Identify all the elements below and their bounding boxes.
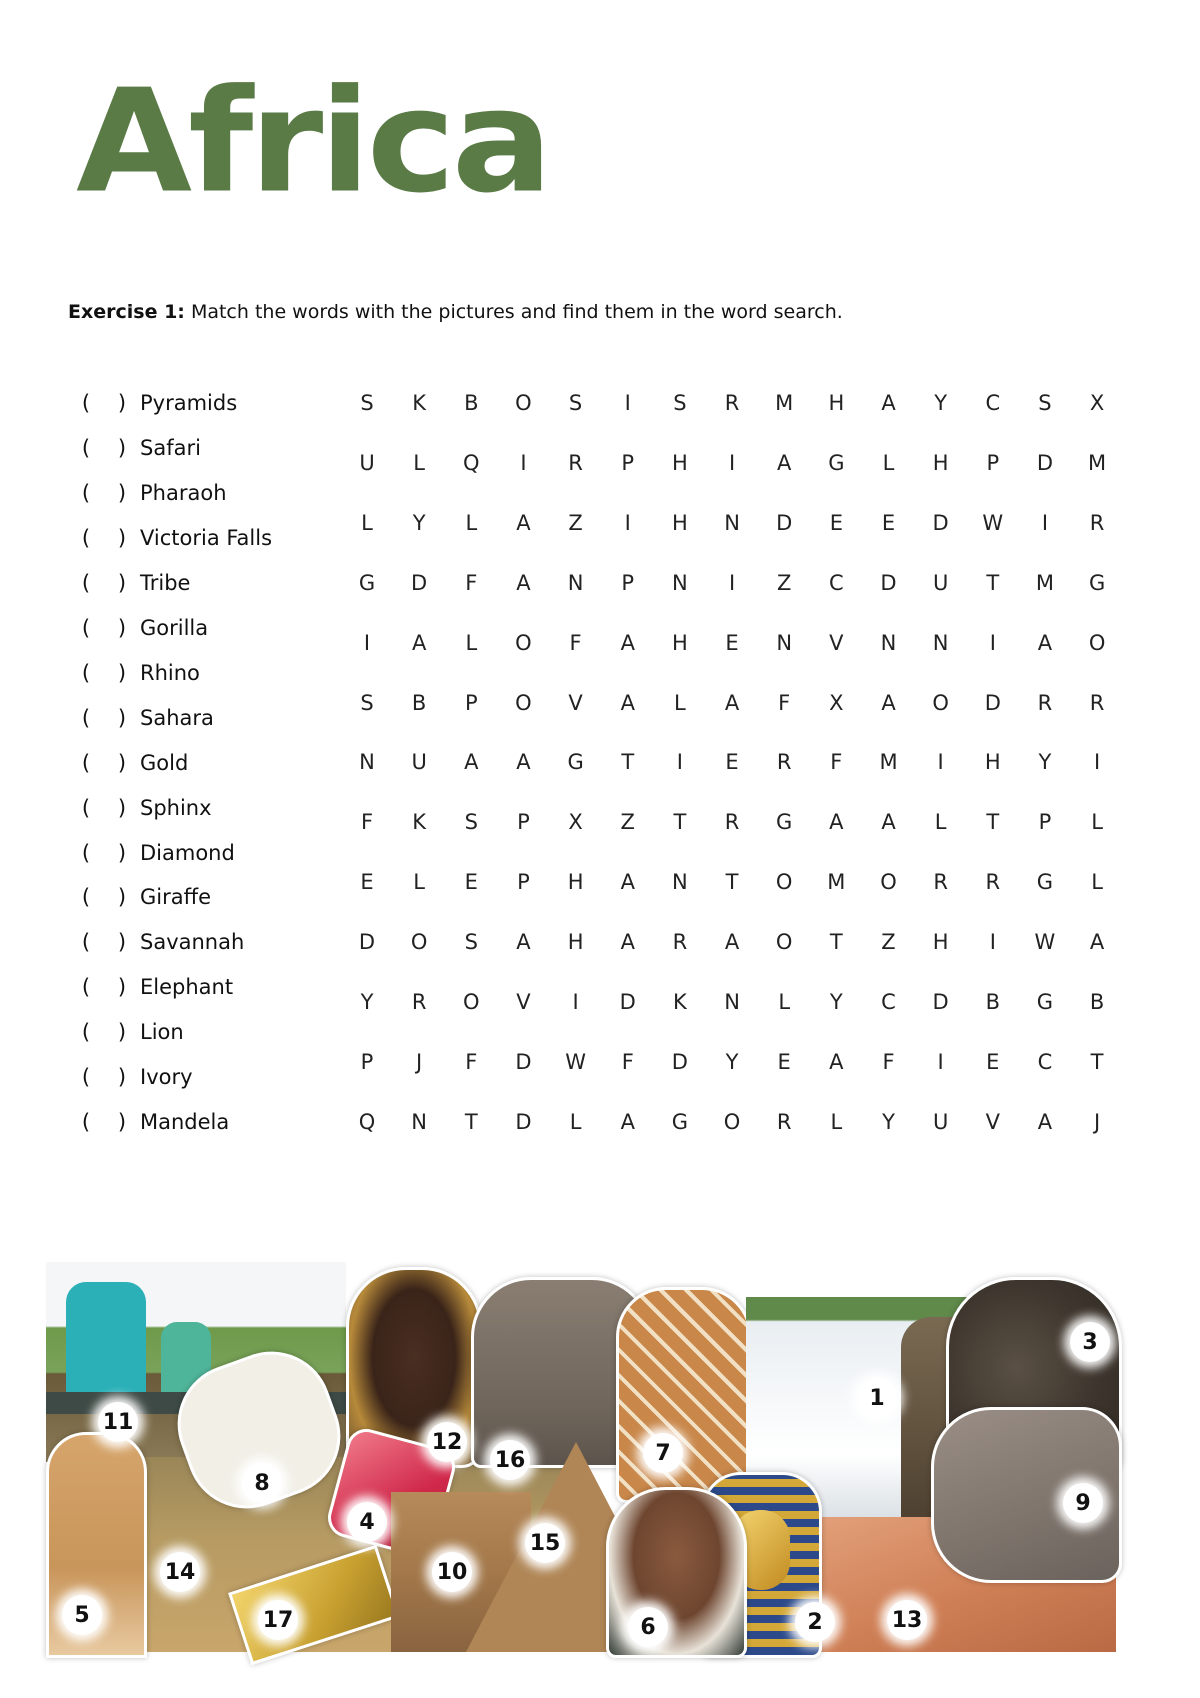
picture-number-badge: 5 xyxy=(62,1595,102,1635)
word-list-item xyxy=(0,1107,340,1137)
word-search-letter[interactable]: I xyxy=(572,990,579,1014)
word-search-letter[interactable]: S xyxy=(568,391,583,415)
word-search-letter[interactable]: A xyxy=(620,690,635,715)
word-search-letter[interactable]: D xyxy=(671,1049,688,1074)
word-search-letter[interactable]: M xyxy=(1088,450,1107,475)
word-search-letter[interactable]: W xyxy=(1034,930,1056,955)
picture-number-badge: 3 xyxy=(1070,1322,1110,1362)
answer-bracket-close: ) xyxy=(117,480,127,505)
word-search-letter[interactable]: R xyxy=(568,450,583,475)
word-search-letter[interactable]: Z xyxy=(881,930,896,955)
word-search-letter[interactable]: Y xyxy=(882,1109,895,1134)
answer-bracket-open: ( xyxy=(81,975,91,1000)
word-search-letter[interactable]: D xyxy=(880,570,897,595)
word-search-letter[interactable]: A xyxy=(724,930,740,955)
word-search-letter[interactable]: D xyxy=(619,990,636,1014)
word-search-letter[interactable]: S xyxy=(464,810,478,835)
word-search-letter[interactable]: L xyxy=(778,990,791,1014)
word-search-letter[interactable]: R xyxy=(985,870,1001,895)
word-search-letter[interactable]: M xyxy=(879,750,898,775)
word-search-letter[interactable]: J xyxy=(1093,1109,1101,1134)
word-search-letter[interactable]: G xyxy=(671,1109,689,1134)
word-search-letter[interactable]: G xyxy=(1088,570,1106,595)
answer-bracket-close: ) xyxy=(117,1110,127,1135)
word-search-letter[interactable]: D xyxy=(515,1049,532,1074)
picture-number-badge: 6 xyxy=(628,1607,668,1647)
word-search-letter[interactable]: A xyxy=(516,750,531,775)
word-search-letter[interactable]: O xyxy=(932,690,949,715)
word-search-letter[interactable]: T xyxy=(986,810,1000,835)
word-search-letter[interactable]: D xyxy=(411,570,428,595)
word-label: Giraffe xyxy=(140,885,211,910)
word-search-letter[interactable]: P xyxy=(464,690,478,715)
answer-bracket-open: ( xyxy=(81,391,91,415)
word-list-item xyxy=(0,748,340,778)
word-search-letter[interactable]: S xyxy=(1038,391,1052,415)
word-label: Tribe xyxy=(140,570,191,595)
answer-bracket-close: ) xyxy=(117,705,127,730)
picture-number-badge: 10 xyxy=(432,1552,472,1592)
picture-number-badge: 11 xyxy=(98,1402,138,1442)
word-search-letter[interactable]: D xyxy=(932,990,949,1014)
word-search-letter[interactable]: N xyxy=(880,630,897,655)
word-search-letter[interactable]: R xyxy=(776,1109,792,1134)
picture-number-badge: 13 xyxy=(887,1600,927,1640)
word-search-letter[interactable]: G xyxy=(776,810,793,835)
picture-number-badge: 12 xyxy=(427,1422,467,1462)
answer-bracket-close: ) xyxy=(117,615,127,640)
word-label: Sphinx xyxy=(140,795,212,820)
word-search-letter[interactable]: A xyxy=(724,690,740,715)
word-search-letter[interactable]: T xyxy=(829,930,843,955)
word-search-letter[interactable]: C xyxy=(881,990,896,1014)
answer-bracket-open: ( xyxy=(81,660,91,685)
exercise-instructions xyxy=(68,300,843,324)
answer-bracket-open: ( xyxy=(81,750,91,775)
word-search-letter[interactable]: E xyxy=(881,510,896,535)
word-search-letter[interactable]: R xyxy=(411,990,427,1014)
word-search-letter[interactable]: F xyxy=(882,1049,895,1074)
word-search-letter[interactable]: S xyxy=(360,391,374,415)
word-search-letter[interactable]: R xyxy=(672,930,688,955)
word-list-item xyxy=(0,972,340,1002)
word-label: Safari xyxy=(140,435,201,460)
word-search-letter[interactable]: L xyxy=(1091,810,1103,835)
word-search-letter[interactable]: N xyxy=(932,630,949,655)
word-search-letter[interactable]: O xyxy=(880,870,897,895)
word-search-letter[interactable]: A xyxy=(881,690,896,715)
word-label: Pharaoh xyxy=(140,480,227,505)
word-search-letter[interactable]: A xyxy=(620,1109,635,1134)
word-list-item xyxy=(0,838,340,868)
word-search-letter[interactable]: L xyxy=(934,810,947,835)
word-search-letter[interactable]: L xyxy=(413,870,425,895)
picture-number-badge: 15 xyxy=(525,1523,565,1563)
word-search-letter[interactable]: K xyxy=(673,990,687,1014)
word-search-letter[interactable]: I xyxy=(937,750,944,775)
word-search-letter[interactable]: N xyxy=(724,990,740,1014)
word-search-letter[interactable]: I xyxy=(520,450,527,475)
word-search-letter[interactable]: N xyxy=(567,570,584,595)
word-search-letter[interactable]: K xyxy=(412,391,427,415)
word-search-letter[interactable]: X xyxy=(568,810,583,835)
picture-number-badge: 4 xyxy=(347,1502,387,1542)
word-search-letter[interactable]: K xyxy=(412,810,427,835)
picture-number-badge: 1 xyxy=(857,1378,897,1418)
word-search-letter[interactable]: L xyxy=(465,630,478,655)
word-search-letter[interactable]: P xyxy=(621,450,635,475)
word-search-letter[interactable]: R xyxy=(724,391,740,415)
word-search-letter[interactable]: A xyxy=(829,1049,844,1074)
word-search-letter[interactable]: Y xyxy=(934,391,948,415)
word-search-letter[interactable]: S xyxy=(464,930,478,955)
word-search-letter[interactable]: I xyxy=(1041,510,1049,535)
word-search-letter[interactable]: T xyxy=(986,570,1000,595)
word-search-letter[interactable]: R xyxy=(776,750,792,775)
word-search-letter[interactable]: Z xyxy=(568,510,583,535)
word-search-letter[interactable]: L xyxy=(882,450,895,475)
word-list-item xyxy=(0,793,340,823)
word-search-letter[interactable]: E xyxy=(777,1049,791,1074)
word-search-letter[interactable]: O xyxy=(1088,630,1106,655)
word-search-letter[interactable]: E xyxy=(829,510,843,535)
word-search-letter[interactable]: P xyxy=(621,570,635,595)
answer-bracket-close: ) xyxy=(117,1020,127,1045)
word-list-item xyxy=(0,568,340,598)
word-search-letter[interactable]: O xyxy=(775,870,793,895)
word-search-letter[interactable]: A xyxy=(1089,930,1105,955)
word-search-letter[interactable]: Y xyxy=(1038,750,1052,775)
word-search-letter[interactable]: U xyxy=(932,1109,949,1134)
word-list-item xyxy=(0,523,340,553)
word-search-letter[interactable]: H xyxy=(932,930,949,955)
word-search-letter[interactable]: N xyxy=(724,510,740,535)
word-search-letter[interactable]: T xyxy=(621,750,635,775)
answer-bracket-open: ( xyxy=(81,480,91,505)
word-label: Elephant xyxy=(140,975,234,1000)
word-list-item xyxy=(0,1017,340,1047)
word-search-letter[interactable]: E xyxy=(986,1049,1000,1074)
word-search-letter[interactable]: I xyxy=(624,510,631,535)
word-search-letter[interactable]: F xyxy=(778,690,791,715)
picture-number-badge: 7 xyxy=(643,1433,683,1473)
word-search-letter[interactable]: A xyxy=(777,450,792,475)
word-search-letter[interactable]: P xyxy=(986,450,1000,475)
word-search-letter[interactable]: A xyxy=(620,930,635,955)
word-list-item xyxy=(0,433,340,463)
word-search-letter[interactable]: B xyxy=(411,690,427,715)
word-search-letter[interactable]: U xyxy=(932,570,949,595)
word-search-letter[interactable]: Y xyxy=(360,990,374,1014)
word-search-letter[interactable]: W xyxy=(982,510,1004,535)
answer-bracket-close: ) xyxy=(117,840,127,865)
word-search-letter[interactable]: O xyxy=(515,690,532,715)
word-search-letter[interactable]: F xyxy=(621,1049,634,1074)
word-label: Rhino xyxy=(140,660,200,685)
word-list-item xyxy=(0,1062,340,1092)
word-search-letter[interactable]: F xyxy=(360,810,374,835)
word-search-letter[interactable]: U xyxy=(411,750,427,775)
word-search-letter[interactable]: O xyxy=(463,990,480,1014)
answer-bracket-open: ( xyxy=(81,435,91,460)
word-search-letter[interactable]: L xyxy=(465,510,478,535)
word-list-item xyxy=(0,613,340,643)
word-search-letter[interactable]: N xyxy=(672,570,688,595)
word-search-letter[interactable]: V xyxy=(568,690,583,715)
word-search-letter[interactable]: A xyxy=(620,630,635,655)
answer-bracket-open: ( xyxy=(81,615,91,640)
word-search-letter[interactable]: A xyxy=(516,510,531,535)
word-search-letter[interactable]: V xyxy=(985,1109,1000,1134)
word-search-letter[interactable]: R xyxy=(1089,690,1105,715)
word-search-letter[interactable]: C xyxy=(1037,1049,1053,1074)
word-search-letter[interactable]: R xyxy=(933,870,948,895)
word-search-letter[interactable]: E xyxy=(464,870,478,895)
word-search-letter[interactable]: M xyxy=(775,391,794,415)
word-search-letter[interactable]: S xyxy=(360,690,374,715)
word-search-letter[interactable]: L xyxy=(674,690,686,715)
word-search-letter[interactable]: H xyxy=(932,450,949,475)
word-search-letter[interactable]: F xyxy=(569,630,582,655)
word-search-letter[interactable]: Y xyxy=(412,510,426,535)
word-search-letter[interactable]: Q xyxy=(463,450,480,475)
word-search-letter[interactable]: L xyxy=(569,1109,582,1134)
answer-bracket-close: ) xyxy=(117,975,127,1000)
word-search-letter[interactable]: F xyxy=(465,570,478,595)
word-search-letter[interactable]: Y xyxy=(725,1049,739,1074)
word-search-letter[interactable]: T xyxy=(1090,1049,1104,1074)
word-search-letter[interactable]: E xyxy=(360,870,374,895)
word-search-letter[interactable]: T xyxy=(464,1109,478,1134)
word-search-letter[interactable]: C xyxy=(829,570,844,595)
word-search-letter[interactable]: U xyxy=(359,450,375,475)
word-search-letter[interactable]: H xyxy=(671,450,688,475)
word-search-letter[interactable]: P xyxy=(360,1049,374,1074)
exercise-label: Exercise 1: xyxy=(68,301,185,323)
word-search-letter[interactable]: W xyxy=(565,1049,586,1074)
answer-bracket-open: ( xyxy=(81,570,91,595)
word-search-letter[interactable]: I xyxy=(989,630,996,655)
word-list-item xyxy=(0,478,340,508)
picture-number-badge: 16 xyxy=(490,1440,530,1480)
answer-bracket-close: ) xyxy=(117,930,127,955)
word-search-letter[interactable]: B xyxy=(464,391,479,415)
word-search-letter[interactable]: A xyxy=(881,391,896,415)
word-label: Savannah xyxy=(140,930,245,955)
answer-bracket-close: ) xyxy=(117,525,127,550)
word-search-letter[interactable]: X xyxy=(829,690,844,715)
word-label: Sahara xyxy=(140,705,214,730)
word-label: Lion xyxy=(140,1020,184,1045)
picture-mandela xyxy=(606,1487,747,1658)
picture-number-badge: 8 xyxy=(242,1463,282,1503)
word-list-item xyxy=(0,703,340,733)
word-search-letter[interactable]: H xyxy=(828,391,845,415)
word-search-letter[interactable]: D xyxy=(515,1109,532,1134)
answer-bracket-close: ) xyxy=(117,885,127,910)
word-search-letter[interactable]: O xyxy=(410,930,428,955)
word-label: Mandela xyxy=(140,1110,230,1135)
word-search-letter[interactable]: A xyxy=(1037,630,1053,655)
word-label: Diamond xyxy=(140,840,235,865)
word-search-letter[interactable]: O xyxy=(723,1109,741,1134)
exercise-text: Match the words with the pictures and find them in the word search. xyxy=(184,301,843,323)
word-search-letter[interactable]: A xyxy=(411,630,427,655)
word-search-letter[interactable]: D xyxy=(932,510,949,535)
word-list-item xyxy=(0,388,340,418)
word-search-letter[interactable]: T xyxy=(725,870,739,895)
word-search-letter[interactable]: I xyxy=(937,1049,944,1074)
picture-number-badge: 17 xyxy=(258,1600,298,1640)
word-search-letter[interactable]: H xyxy=(671,630,688,655)
word-search-letter[interactable]: D xyxy=(776,510,793,535)
word-search-letter[interactable]: L xyxy=(1091,870,1103,895)
word-search-letter[interactable]: Z xyxy=(620,810,635,835)
word-search-letter[interactable]: N xyxy=(359,750,375,775)
word-search-letter[interactable]: O xyxy=(515,391,532,415)
answer-bracket-close: ) xyxy=(117,795,127,820)
answer-bracket-open: ( xyxy=(81,930,91,955)
word-search-letter[interactable]: R xyxy=(1089,510,1105,535)
word-search-letter[interactable]: A xyxy=(620,870,635,895)
word-search-letter[interactable]: G xyxy=(567,750,584,775)
word-search-letter[interactable]: S xyxy=(673,391,687,415)
word-search-letter[interactable]: I xyxy=(624,391,631,415)
word-label: Gorilla xyxy=(140,615,209,640)
word-search-letter[interactable]: I xyxy=(1093,750,1101,775)
word-search-letter[interactable]: M xyxy=(827,870,846,895)
word-search-letter[interactable]: I xyxy=(989,930,996,955)
word-search-letter[interactable]: A xyxy=(1037,1109,1053,1134)
word-search-letter[interactable]: V xyxy=(516,990,531,1014)
word-search-letter[interactable]: E xyxy=(725,630,739,655)
word-search-letter[interactable]: N xyxy=(776,630,793,655)
word-label: Ivory xyxy=(140,1065,193,1090)
word-search-letter[interactable]: Q xyxy=(358,1109,376,1134)
word-search-letter[interactable]: F xyxy=(830,750,843,775)
word-search-letter[interactable]: I xyxy=(676,750,683,775)
word-search-letter[interactable]: A xyxy=(881,810,896,835)
word-search-letter[interactable]: G xyxy=(358,570,376,595)
word-search-letter[interactable]: C xyxy=(985,391,1001,415)
picture-number-badge: 2 xyxy=(795,1602,835,1642)
answer-bracket-close: ) xyxy=(117,570,127,595)
word-search-letter[interactable]: D xyxy=(358,930,376,955)
word-search-letter[interactable]: J xyxy=(416,1049,423,1074)
word-search-letter[interactable]: G xyxy=(1036,990,1054,1014)
page-title: Africa xyxy=(76,59,549,225)
word-search-letter[interactable]: M xyxy=(1035,570,1054,595)
word-search-letter[interactable]: P xyxy=(1038,810,1052,835)
word-search-letter[interactable]: V xyxy=(829,630,844,655)
picture-collage xyxy=(46,1262,1116,1652)
word-search-letter[interactable]: B xyxy=(985,990,1000,1014)
word-label: Pyramids xyxy=(140,391,238,415)
answer-bracket-open: ( xyxy=(81,1020,91,1045)
word-list-item xyxy=(0,882,340,912)
picture-giraffe xyxy=(616,1287,752,1503)
picture-number-badge: 14 xyxy=(160,1552,200,1592)
answer-bracket-open: ( xyxy=(81,525,91,550)
word-search-letter[interactable]: D xyxy=(1036,450,1054,475)
word-search-letter[interactable]: A xyxy=(516,930,531,955)
word-search-letter[interactable]: N xyxy=(411,1109,427,1134)
word-search-letter[interactable]: H xyxy=(671,510,688,535)
answer-bracket-close: ) xyxy=(117,435,127,460)
word-search-letter[interactable]: G xyxy=(828,450,845,475)
word-search-letter[interactable]: H xyxy=(567,930,584,955)
word-search-letter[interactable]: L xyxy=(830,1109,843,1134)
answer-bracket-close: ) xyxy=(117,660,127,685)
answer-bracket-open: ( xyxy=(81,1065,91,1090)
word-search-letter[interactable]: R xyxy=(724,810,740,835)
word-search-letter[interactable]: O xyxy=(515,630,532,655)
picture-number-badge: 9 xyxy=(1063,1483,1103,1523)
word-search-letter[interactable]: T xyxy=(673,810,687,835)
answer-bracket-open: ( xyxy=(81,1110,91,1135)
word-search-letter[interactable]: P xyxy=(517,810,530,835)
word-search-letter[interactable]: G xyxy=(1036,870,1054,895)
word-search-letter[interactable]: O xyxy=(775,930,793,955)
word-search-letter[interactable]: L xyxy=(413,450,425,475)
word-search-letter[interactable]: R xyxy=(1037,690,1053,715)
word-search-letter[interactable]: I xyxy=(728,570,736,595)
word-search-letter[interactable]: A xyxy=(829,810,844,835)
answer-bracket-open: ( xyxy=(81,795,91,820)
word-search-letter[interactable]: X xyxy=(1089,391,1105,415)
word-label: Gold xyxy=(140,750,189,775)
word-search-letter[interactable]: P xyxy=(517,870,530,895)
answer-bracket-close: ) xyxy=(117,1065,127,1090)
answer-bracket-close: ) xyxy=(117,750,127,775)
word-search-letter[interactable]: Z xyxy=(776,570,792,595)
answer-bracket-close: ) xyxy=(117,391,127,415)
word-search-letter[interactable]: Y xyxy=(829,990,843,1014)
word-search-letter[interactable]: H xyxy=(567,870,584,895)
word-search-letter[interactable]: I xyxy=(728,450,736,475)
answer-bracket-open: ( xyxy=(81,840,91,865)
word-search-letter[interactable]: E xyxy=(725,750,739,775)
answer-bracket-open: ( xyxy=(81,705,91,730)
word-search-letter[interactable]: D xyxy=(984,690,1001,715)
word-list-item xyxy=(0,658,340,688)
word-search-letter[interactable]: F xyxy=(465,1049,478,1074)
word-list-item xyxy=(0,927,340,957)
word-search-letter[interactable]: N xyxy=(672,870,688,895)
word-search-letter[interactable]: A xyxy=(516,570,531,595)
word-search-letter[interactable]: I xyxy=(363,630,371,655)
word-search-letter[interactable]: L xyxy=(361,510,373,535)
safari-tourist xyxy=(66,1282,146,1392)
answer-bracket-open: ( xyxy=(81,885,91,910)
word-search-letter[interactable]: A xyxy=(464,750,479,775)
word-search-letter[interactable]: H xyxy=(984,750,1001,775)
word-search-letter[interactable]: B xyxy=(1089,990,1105,1014)
word-label: Victoria Falls xyxy=(140,525,273,550)
